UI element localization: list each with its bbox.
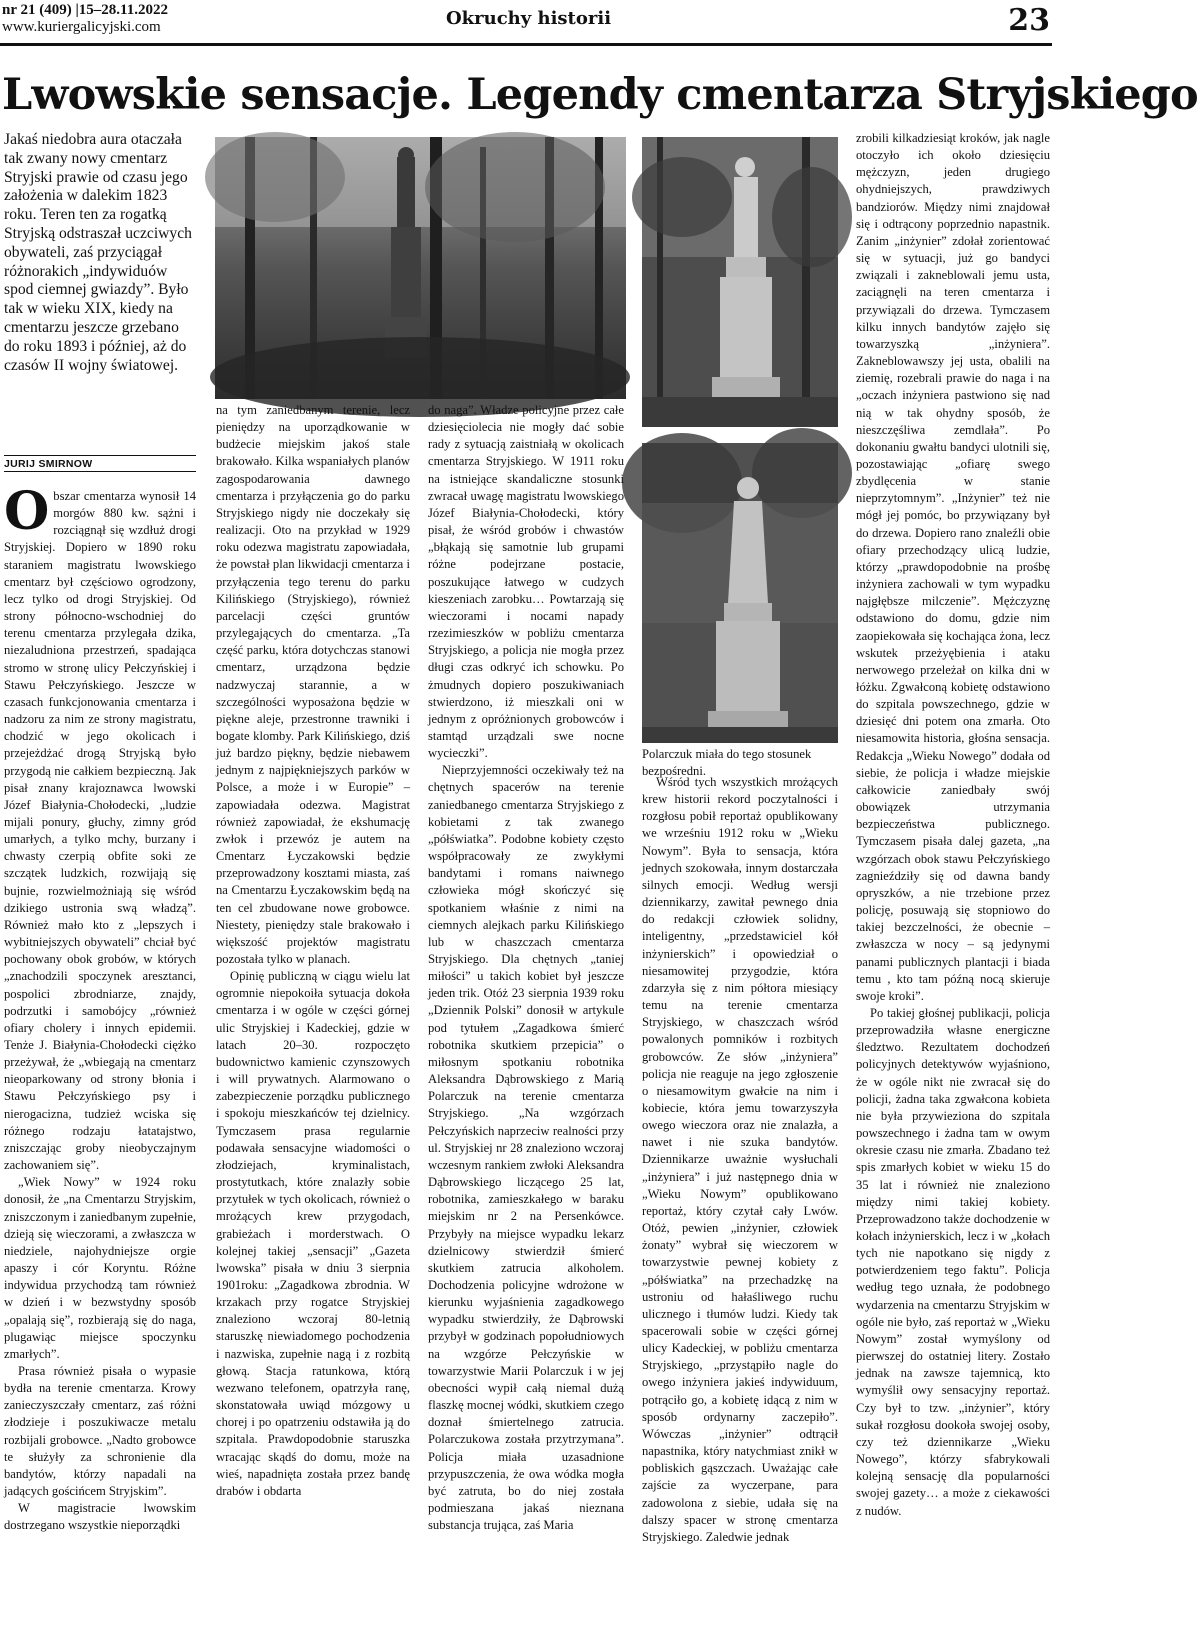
page-number: 23: [1008, 3, 1050, 38]
article-column-4: [642, 774, 838, 1637]
statue-monument-photo: [642, 443, 838, 743]
cemetery-photo-statue-trees: [215, 137, 626, 399]
article-column-3: [428, 402, 624, 1637]
paragraph: Nieprzyjemności oczekiwały też na chętnych spacerów na terenie zaniedbanego cmentarza Stryjskiego z kobietami z tak zwanego „półświatka”. Podobne kobiety często współpracowały ze zwykłymi bandytami i romans naiwnego człowieka mógł skończyć się spotkaniem właśnie z nimi na ciemnych alejkach parku Kilińskiego lub w chaszczach cmentarza Stryjskiego. Dla chętnych „taniej miłości” u takich kobiet był jeszcze jeden trik. Otóż 23 sierpnia 1939 roku „Dziennik Polski” donosił w artykule pod tytułem „Zagadkowa śmierć robotnika skutkiem przepicia” o miłosnym spotkaniu robotnika Aleksandra Dąbrowskiego z Marią Polarczuk na terenie cmentarza Stryjskiego. „Na wzgórzach Pełczyńskich naprzeciw realności przy ul. Stryjskiej nr 28 znaleziono wczoraj wczesnym rankiem zwłoki Aleksandra Dąbrowskiego liczącego 25 lat, robotnika, zamieszkałego w baraku miejskim nr 2 na Persenkówce. Przybyły na miejsce wypadku lekarz dzielnicowy stwierdził śmierć skutkiem zatrucia alkoholem. Dochodzenia policyjne wdrożone w kierunku wyjaśnienia zagadkowego wypadku stwierdziły, że Dąbrowski przybył w godzinach popołudniowych na wzgórze Pełczyńskie w towarzystwie Marii Polarczuk i w jej obecności wypił całą niemal dużą flaszkę mocnej wódki, skutkiem czego doznał śmiertelnego zatrucia. Polarczukowa została przytrzymana”. Policja miała uzasadnione przypuszczenia, że owa wódka mogła być zatruta, bo do niej została podmieszana jakaś nieznana substancja trująca, zaś Maria: [428, 763, 624, 1533]
header-rule: [0, 43, 1052, 46]
paragraph: „Wiek Nowy” w 1924 roku donosił, że „na Cmentarzu Stryjskim, zniszczonym i zaniedbanym zupełnie, dzieją się wieczorami, a zwłaszcza w niedziele, najohydniejsze orgie apaszy i cór Koryntu. Różne indywidua przychodzą tam również w dzień i w bezwstydny sposób „opalają się”, rozbierają się do naga, plugawiąc miejsce spoczynku zmarłych”.: [4, 1175, 196, 1361]
paragraph: Obszar cmentarza wynosił 14 morgów 880 kw. sążni i rozciągnął się wzdłuż drogi Stryjskiej. Dopiero w 1890 roku staraniem magistratu lwowskiego cmentarz był częściowo ogrodzony, lecz tylko od drogi Stryjskiej. Od strony północno-wschodniej do terenu cmentarza przylegała dzika, niezaludniona przestrzeń, spadająca stromo w stronę ulicy Pełczyńskiej i Stawu Pełczyńskiego. Jeszcze w czasach funkcjonowania cmentarza i nadzoru za nim ze strony magistratu, chodzić w jego okolicach i przejeżdżać drogą Stryjską było przygodą nie całkiem bezpieczną. Jak pisał znany krajoznawca lwowski Józef Białynia-Chołodecki, „ludzie mijali ponury, głuchy, zimny gród umarłych, a tylko mchy, burzany i chwasty czerpią obfite soki ze szczątek ludzkich, rozwijają się bujnie, rozwielmożniają się wśród dzikiego ustronia swą władzą”. Również mało kto z „lepszych i wybitniejszych obywateli” chciał być pochowany obok grobów, w których „znachodzili spoczynek aresztanci, pospolici zbrodniarze, znajdy, podrzutki i samobójcy „również ofiary cholery i innych epidemii. Tenże J. Białynia-Chołodecki ciężko przeżywał, że „wbiegają na cmentarz nieoparkowany od strony błonia i Stawu Pełczyńskiego psy i nierogacizna, tudzież wciska się różnego rodzaju łatatajstwo, zniszczając groby nieobyczajnym zachowaniem się”.: [4, 481, 196, 1173]
article-column-2: [216, 402, 410, 1637]
tombstone-photo: [642, 137, 838, 427]
paragraph: Wśród tych wszystkich mrożących krew historii rekord poczytalności i rozgłosu pobił reportaż opublikowany we wrześniu 1912 roku w „Wieku Nowym”. Była to sensacja, która jednych szokowała, innym dostarczała silnych emocji. Według wersji dziennikarzy, zawitał pewnego dnia do redakcji człowiek solidny, inteligentny, „przedstawiciel kół inżynierskich” i opowiedział o niesamowitej przygodzie, która zdarzyła się z nim półtora miesiący temu na terenie cmentarza Stryjskiego, w chaszczach wśród powalonych pomników i rozbitych grobowców. Ze słów „inżyniera” policja nie reaguje na jego zgłoszenie o niesamowitym gwałcie na nim i kobiecie, która jemu towarzyszyła owego wieczora oraz nie znalazła, a nawet i nie szuka bandytów. Dziennikarze uważnie wysłuchali „inżyniera” i już następnego dnia w „Wieku Nowym” opublikowano reportaż, który czytał cały Lwów. Otóż, pewien „inżynier, człowiek żonaty” wybrał się wieczorem w towarzystwie pewnej kobiety z „półświatka” na przechadzkę na ustroniu od hałaśliwego ruchu ulicznego i tłumów ludzi. Kiedy tak spacerowali sobie w części górnej ulicy Kadeckiej, w pobliżu cmentarza Stryjskiego, „przystąpiło nagle do owego inżyniera jakieś indywiduum, potrąciło go, a kobietę idącą z nim w sposób ordynarny zaczepiło”. Wówczas „inżynier” odtrącił napastnika, który natychmiast znikł w pobliskich gąszczach. Uważając całe zajście za wyczerpane, para zadowolona z siebie, udała się na dalszy spacer w stronę cmentarza Stryjskiego. Zaledwie jednak: [642, 775, 838, 1544]
paragraph: W magistracie lwowskim dostrzegano wszystkie nieporządki: [4, 1501, 196, 1533]
article-column-5: [856, 130, 1050, 1637]
paragraph: do naga”. Władze policyjne przez całe dziesięciolecia nie mogły dać sobie rady z sytuacją zaistniałą w okolicach cmentarza Stryjskiego. W 1911 roku na istniejące skandaliczne stosunki zwracał uwagę magistratu lwowskiego Józef Białynia-Chołodecki, który pisał, że wśród grobów i chwastów „błąkają się samotnie lub grupami różne podejrzane postacie, poszukujące łatwego w cudzych kieszeniach zarobku… Powtarzają się wieczorami i nocami napady rzezimieszków w pobliżu cmentarza Stryjskiego, a policja nie mogła przez długi czas odkryć ich schowku. Po żmudnych dopiero poszukiwaniach stwierdzono, iż mieszkali oni w jednym z opróżnionych grobowców i stamtąd urządzali swe nocne wycieczki”.: [428, 403, 624, 761]
section-title: Okruchy historii: [446, 8, 612, 29]
paragraph: Prasa również pisała o wypasie bydła na terenie cmentarza. Krowy zanieczyszczały cmentarz, zaś różni złodzieje i poszukiwacze metalu rozbijali grobowce. „Nadto grobowce te służyły za schronienie dla bandytów, którzy napadali na jadących gościńcem Stryjskim”.: [4, 1363, 196, 1499]
article-lead: Jakaś niedobra aura otaczała tak zwany nowy cmentarz Stryjski prawie od czasu jego założenia w dalekim 1823 roku. Teren ten za rogatką Stryjską odstraszał uczciwych obywateli, zaś przyciągał różnorakich „indywiduów spod ciemnej gwiazdy”. Było tak w wieku XIX, kiedy na cmentarzu jeszcze grzebano do roku 1893 i później, aż do czasów II wojny światowej.: [4, 131, 192, 374]
website-url[interactable]: www.kuriergalicyjski.com: [2, 19, 161, 35]
article-headline: Lwowskie sensacje. Legendy cmentarza Stryjskiego: [2, 70, 1198, 120]
paragraph: Opinię publiczną w ciągu wielu lat ogromnie niepokoiła sytuacja dokoła cmentarza i w ogóle w części górnej ulic Stryjskiej i Kadeckiej, gdzie w latach 20–30. rozpoczęto budownictwo kamienic czynszowych i will prywatnych. Alarmowano o zabezpieczenie porządku publicznego i spokoju mieszkańców tej dzielnicy. Tymczasem prasa regularnie podawała sensacyjne wiadomości o złodziejach, kryminalistach, prostytutkach, które znalazły sobie przytułek w tych okolicach, również o mrożących krew przygodach, grabieżach i morderstwach. O kolejnej takiej „sensacji” „Gazeta lwowska” pisała w dniu 3 sierpnia 1901roku: „Zagadkowa zbrodnia. W krzakach przy rogatce Stryjskiej znaleziono wczoraj 80-letnią staruszkę niewiadomego pochodzenia i nazwiska, zupełnie nagą i z rozbitą głową. Stacja ratunkowa, którą wezwano telefonem, opatrzyła ranę, skonstatowała uwiąd mózgowy u chorej i po opatrzeniu odstawiła ją do szpitala. Prawdopodobnie staruszka wracając skądś do domu, może na wieś, napadnięta została przez bandę drabów i obdarta: [216, 969, 410, 1498]
photo-caption: Polarczuk miała do tego stosunek bezpośredni.: [642, 747, 812, 779]
author-byline: JURIJ SMIRNOW: [4, 455, 196, 472]
paragraph: na tym zaniedbanym terenie, lecz pieniędzy na uporządkowanie w budżecie miejskim jakoś stale brakowało. Kilka wspaniałych planów zagospodarowania dawnego cmentarza i przyłączenia go do parku Stryjskiego nigdy nie doczekały się realizacji. Oto na przykład w 1929 roku odezwa magistratu zapowiadała, że powstał plan likwidacji cmentarza i przyłączenia tego terenu do parku Kilińskiego (Stryjskiego), również parcelacji części gruntów przylegających do cmentarza. „Ta część parku, która dotychczas stanowi cmentarz, urządzona będzie nadzwyczaj starannie, a w szczególności wyposażona będzie w piękne aleje, przestronne trawniki i bogate klomby. Park Kilińskiego, dziś już bardzo piękny, będzie niebawem jednym z najpiękniejszych parków w Polsce, a może i w Europie” – zapowiadała odezwa. Magistrat również zapowiadał, że ekshumację zwłok i przewóz je autem na Cmentarz Łyczakowski będzie przeprowadzony kosztami miasta, zaś na Cmentarzu Łyczakowskim będą na ten cel zbudowane nowe grobowce. Niestety, pieniędzy stale brakowało i większość projektów magistratu pozostała tylko w planach.: [216, 403, 410, 966]
paragraph: zrobili kilkadziesiąt kroków, jak nagle otoczyło ich około dziesięciu mężczyzn, jeden drugiego ohydniejszych, prawdziwych bandziorów. Między nimi znajdował się i odtrącony poprzednio napastnik. Zanim „inżynier” zdołał zorientować się w sytuacji, już go bandyci związali i zakneblowali jemu usta, zaciągnęli na teren cmentarza i przywiązali do drzewa. Tymczasem kilku innych bandytów zajęło się towarzyszką „inżyniera”. Zakneblowawszy jej usta, obalili na ziemię, rozebrali prawie do naga i na „oczach inżyniera pastwiono się nad nią w tak ohydny sposób, że nieszczęśliwa zemdlała”. Po dokonaniu gwałtu bandyci ulotnili się, pozostawiając „ofiarę swego zbydlęcenia w stanie nieprzytomnym”. „Inżynier” też nie mógł jej pomóc, bo przywiązany był do drzewa. Dopiero rano znaleźli obie ofiary przechodzący ulicą ludzie, którzy „prawdopodobnie na prośbę inżyniera zachowali w tym wypadku najgłębsze milczenie”. Mężczyznę odstawiono do domu, gdzie nim zaopiekowała się kochająca żona, lecz wskutek przeżyębienia i ataku nerwowego przeleżał on kilka dni w łóżku. Zgwałconą kobietę odstawiono do szpitala powszechnego, gdzie w dziesięć dni potem ona zmarła. Oto niesamowita historia, głośna sensacja. Redakcja „Wieku Nowego” dodała od siebie, że policja i władze miejskie całkowicie zaniedbały swój obowiązek utrzymania bezpieczeństwa publicznego. Tymczasem pisała dalej gazeta, „na wzgórzach obok stawu Pełczyńskiego zagnieździły się od dawna bandy opryszków, a nie trzebione przez policję, posuwają się stopniowo do takiej bezczelności, że obecnie – zwłaszcza w nocy – są jedynymi panami publicznych plantacji i biada temu , kto tam późną nocą skieruje swoje kroki”.: [856, 131, 1050, 1003]
issue-info: nr 21 (409) |15–28.11.2022: [2, 2, 168, 18]
article-column-1: [4, 481, 196, 1637]
drop-cap: O: [4, 481, 50, 542]
paragraph: Po takiej głośnej publikacji, policja przeprowadziła własne energiczne śledztwo. Rezultatem dochodzeń policyjnych detektywów wyjaśniono, że w ogóle nikt nie zwracał się do policji, żadna taka zgwałcona kobieta nie była przywieziona do szpitala powszechnego i żadna tam w owym okresie czasu nie zmarła. Zbadano też spis zmarłych kobiet w wieku 15 do 35 lat i również nie znaleziono między nimi takiej kobiety. Przeprowadzono także dochodzenie w kołach inżynierskich, lecz i w „kołach tych nie napotkano się nigdy z potwierdzeniem tego faktu”. Policja według tego uznała, że podobnego wydarzenia na cmentarzu Stryjskim w ogóle nie było, zaś reportaż w „Wieku Nowym” został wymyślony od pierwszej do ostatniej litery. Zostało jednak na zawsze tajemnicą, kto wymyślił owy sensacyjny reportaż. Czy był to tzw. „inżynier”, który sukał rozgłosu dookoła swojej osoby, czy też dziennikarze „Wieku Nowego”, którzy sfabrykowali kolejną sensację dla popularności swojej gazety… a może z ciekawości z nudów.: [856, 1005, 1050, 1518]
